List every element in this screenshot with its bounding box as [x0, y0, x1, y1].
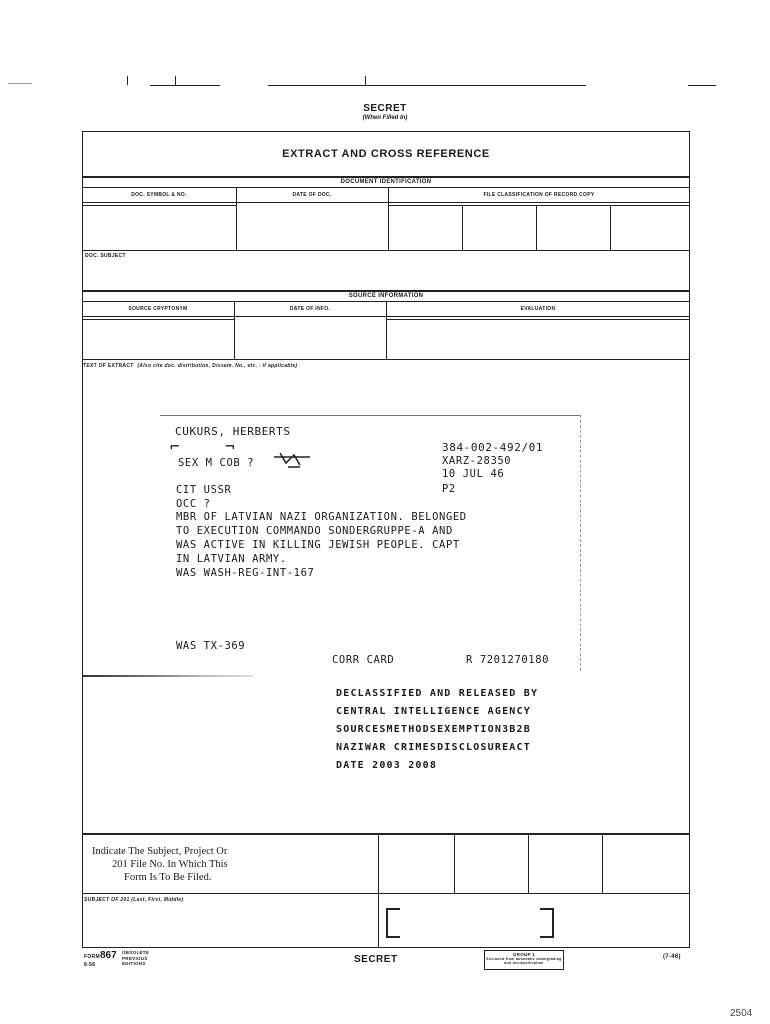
source-header-line	[386, 319, 690, 320]
doc-id-col-line	[236, 187, 237, 250]
doc-id-bottom-line	[82, 250, 690, 251]
card-bracket-left: ⌐	[170, 437, 181, 456]
subject-bracket-left	[386, 908, 400, 938]
card-p2: P2	[442, 483, 456, 495]
card-date: 10 JUL 46	[442, 468, 505, 480]
obsolete-note: OBSOLETE PREVIOUS EDITIONS	[122, 950, 150, 966]
group-label: GROUP 1	[512, 952, 536, 957]
subject-bracket-right	[540, 908, 554, 938]
doc-id-header-line	[82, 205, 236, 206]
subject-201-label: SUBJECT OF 201 (Last, First, Middle)	[84, 897, 184, 903]
card-text-line: IN LATVIAN ARMY.	[176, 553, 287, 565]
group-text: Excluded from automatic downgrading and declassification	[486, 957, 562, 965]
scan-mark-line	[268, 85, 586, 86]
group-box	[484, 950, 564, 970]
scan-mark-line	[688, 85, 716, 86]
filing-top-line	[82, 833, 690, 835]
filing-instruction-line: Indicate The Subject, Project Or	[92, 846, 228, 857]
scan-mark-line	[365, 76, 366, 85]
doc-id-section-label: DOCUMENT IDENTIFICATION	[340, 179, 432, 185]
source-cryptonym-label: SOURCE CRYPTONYM	[128, 306, 188, 312]
date-of-info-label: DATE OF INFO.	[289, 306, 331, 312]
page-mark: 2504	[730, 1008, 753, 1019]
doc-id-col-line	[610, 205, 611, 250]
doc-id-header-line	[82, 202, 690, 203]
form-number: 867	[100, 950, 117, 961]
scan-mark-line	[8, 83, 32, 84]
card-xarz: XARZ-28350	[442, 455, 512, 467]
filing-mid-line	[82, 893, 690, 894]
doc-subject-bottom-line	[82, 290, 690, 292]
card-r-number: R 7201270180	[466, 654, 550, 666]
source-col-line	[386, 301, 387, 359]
declass-stamp-line: SOURCESMETHODSEXEMPTION3B2B	[336, 724, 531, 735]
source-section-label: SOURCE INFORMATION	[348, 293, 424, 299]
doc-id-header-line	[388, 205, 690, 206]
scan-mark-line	[175, 76, 176, 85]
card-name: CUKURS, HERBERTS	[175, 425, 291, 438]
signature-scribble	[272, 449, 312, 476]
filing-col-line	[378, 833, 379, 948]
filing-instruction-line: Form Is To Be Filed.	[124, 872, 212, 883]
doc-id-col-line	[536, 205, 537, 250]
header-classification-sub: (When Filled In)	[362, 115, 408, 121]
doc-symbol-label: DOC. SYMBOL & NO.	[131, 192, 187, 198]
declass-stamp-line: DATE 2003 2008	[336, 760, 438, 771]
card-was-tx: WAS TX-369	[176, 640, 246, 652]
source-col-line	[234, 301, 235, 359]
extract-label-note: (Also cite doc. distribution, Dissem. No., etc. - if applicable)	[137, 363, 298, 369]
source-bottom-line	[82, 359, 690, 360]
doc-id-divider	[82, 187, 690, 188]
scan-mark-line	[150, 85, 220, 86]
doc-subject-label: DOC. SUBJECT	[85, 253, 126, 259]
form-code: (7-46)	[663, 954, 681, 960]
title-divider	[82, 176, 690, 178]
card-ref-number: 384-002-492/01	[442, 441, 544, 454]
footer-classification: SECRET	[354, 954, 398, 965]
form-label: FORM	[84, 954, 100, 960]
card-sex-cob: SEX M COB ?	[178, 457, 255, 469]
card-citizenship: CIT USSR	[176, 484, 232, 496]
card-text-line: WAS ACTIVE IN KILLING JEWISH PEOPLE. CAPT	[176, 539, 460, 551]
evaluation-label: EVALUATION	[520, 306, 556, 312]
card-text-line: MBR OF LATVIAN NAZI ORGANIZATION. BELONGED	[176, 511, 467, 523]
form-title: EXTRACT AND CROSS REFERENCE	[282, 148, 490, 160]
doc-date-label: DATE OF DOC.	[292, 192, 332, 198]
declass-stamp-line: DECLASSIFIED AND RELEASED BY	[336, 688, 539, 699]
filing-instruction-line: 201 File No. In Which This	[112, 859, 228, 870]
form-date: 8-58	[84, 962, 96, 968]
scan-mark-line	[127, 76, 128, 85]
doc-id-col-line	[388, 187, 389, 250]
header-classification: SECRET	[363, 103, 407, 114]
filing-col-line	[602, 833, 603, 893]
filing-col-line	[528, 833, 529, 893]
card-text-line: WAS WASH-REG-INT-167	[176, 567, 315, 579]
extract-label	[83, 363, 297, 369]
extract-label-text: TEXT OF EXTRACT	[83, 363, 134, 369]
card-corr-card: CORR CARD	[332, 654, 395, 666]
declass-stamp-line: CENTRAL INTELLIGENCE AGENCY	[336, 706, 531, 717]
doc-id-col-line	[462, 205, 463, 250]
source-header-line	[82, 319, 234, 320]
smudge-mark	[83, 675, 253, 677]
declass-stamp-line: NAZIWAR CRIMESDISCLOSUREACT	[336, 742, 531, 753]
file-classification-label: FILE CLASSIFICATION OF RECORD COPY	[483, 192, 595, 198]
card-occupation: OCC ?	[176, 498, 211, 510]
card-text-line: TO EXECUTION COMMANDO SONDERGRUPPE-A AND	[176, 525, 453, 537]
filing-col-line	[454, 833, 455, 893]
card-bracket-right: ¬	[225, 437, 236, 456]
